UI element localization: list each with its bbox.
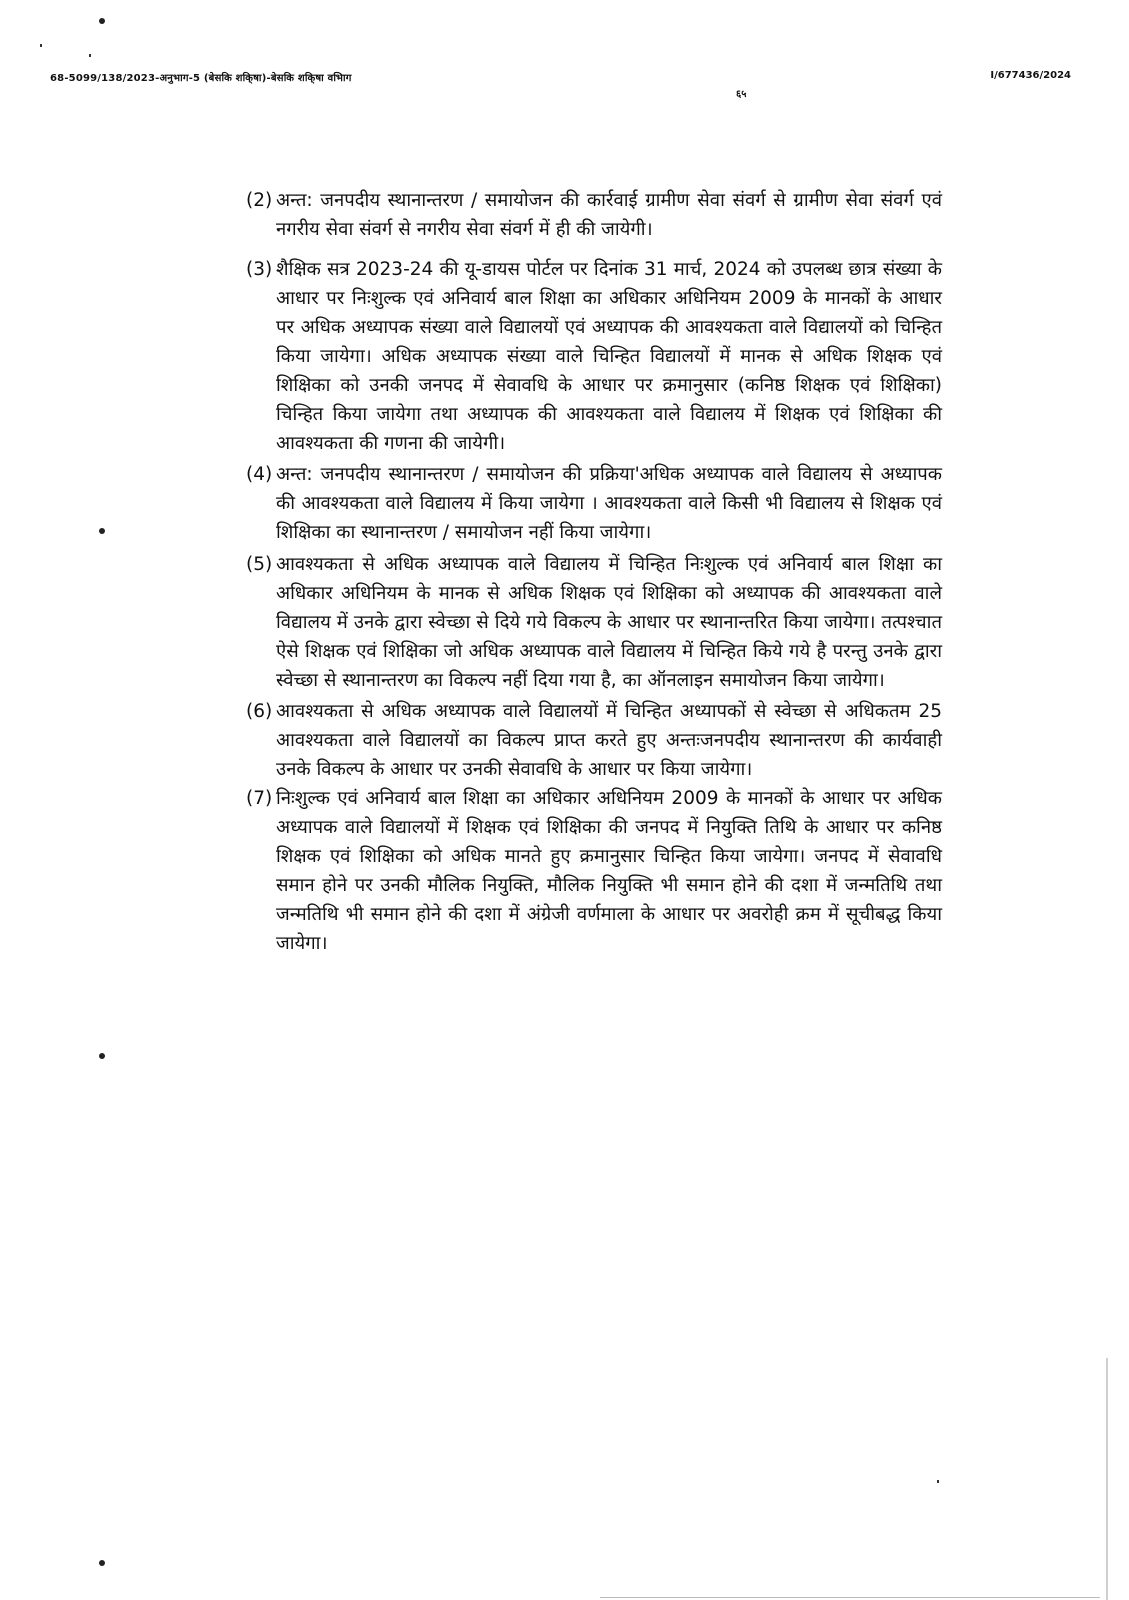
paragraph-4 <box>246 460 942 547</box>
paragraph-5 <box>246 550 942 695</box>
paragraph-number: (5) <box>246 554 273 575</box>
paragraph-7 <box>246 784 942 958</box>
punch-hole-mark <box>99 18 105 24</box>
paragraph-text: अन्त: जनपदीय स्थानान्तरण / समायोजन की प्रक्रिया'अधिक अध्यापक वाले विद्यालय से अध्यापक की आवश्यकता वाले विद्यालय में किया जायेगा । आवश्यकता वाले किसी भी विद्यालय से शिक्षक एवं शिक्षिका का स्थानान्तरण / समायोजन नहीं किया जायेगा। <box>276 464 942 543</box>
document-body <box>246 186 942 958</box>
scan-speck <box>89 54 91 57</box>
scan-edge-line <box>1106 1358 1108 1600</box>
paragraph-text: निःशुल्क एवं अनिवार्य बाल शिक्षा का अधिकार अधिनियम 2009 के मानकों के आधार पर अधिक अध्यापक वाले विद्यालयों में शिक्षक एवं शिक्षिका की जनपद में नियुक्ति तिथि के आधार पर कनिष्ठ शिक्षक एवं शिक्षिका को अधिक मानते हुए क्रमानुसार चिन्हित किया जायेगा। जनपद में सेवावधि समान होने पर उनकी मौलिक नियुक्ति, मौलिक नियुक्ति भी समान होने की दशा में जन्मतिथि तथा जन्मतिथि भी समान होने की दशा में अंग्रेजी वर्णमाला के आधार पर अवरोही क्रम में सूचीबद्ध किया जायेगा। <box>276 788 942 954</box>
file-reference: 68-5099/138/2023-अनुभाग-5 (बेसकि शकि्षा)-बेसकि शकि्षा वभिाग <box>50 73 352 84</box>
paragraph-text: शैक्षिक सत्र 2023-24 की यू-डायस पोर्टल पर दिनांक 31 मार्च, 2024 को उपलब्ध छात्र संख्या के आधार पर निःशुल्क एवं अनिवार्य बाल शिक्षा का अधिकार अधिनियम 2009 के मानकों के आधार पर अधिक अध्यापक संख्या वाले विद्यालयों एवं अध्यापक की आवश्यकता वाले विद्यालयों को चिन्हित किया जायेगा। अधिक अध्यापक संख्या वाले चिन्हित विद्यालयों में मानक से अधिक शिक्षक एवं शिक्षिका को उनकी जनपद में सेवावधि के आधार पर क्रमानुसार (कनिष्ठ शिक्षक एवं शिक्षिका) चिन्हित किया जायेगा तथा अध्यापक की आवश्यकता वाले विद्यालय में शिक्षक एवं शिक्षिका की आवश्यकता की गणना की जायेगी। <box>276 259 942 454</box>
paragraph-number: (4) <box>246 464 273 485</box>
scan-speck <box>937 1480 939 1483</box>
paragraph-number: (7) <box>246 788 273 809</box>
scan-speck <box>40 44 42 47</box>
paragraph-text: आवश्यकता से अधिक अध्यापक वाले विद्यालयों में चिन्हित अध्यापकों से स्वेच्छा से अधिकतम 25 आवश्यकता वाले विद्यालयों का विकल्प प्राप्त करते हुए अन्तःजनपदीय स्थानान्तरण की कार्यवाही उनके विकल्प के आधार पर उनकी सेवावधि के आधार पर किया जायेगा। <box>276 701 942 780</box>
punch-hole-mark <box>99 1053 105 1059</box>
paragraph-number: (2) <box>246 190 273 211</box>
page-mark: ६५ <box>736 89 747 100</box>
paragraph-3 <box>246 255 942 458</box>
receipt-number: I/677436/2024 <box>990 70 1071 81</box>
paragraph-text: अन्त: जनपदीय स्थानान्तरण / समायोजन की कार्रवाई ग्रामीण सेवा संवर्ग से ग्रामीण सेवा संवर्ग एवं नगरीय सेवा संवर्ग से नगरीय सेवा संवर्ग में ही की जायेगी। <box>276 190 942 240</box>
paragraph-number: (3) <box>246 259 273 280</box>
paragraph-6 <box>246 697 942 784</box>
paragraph-text: आवश्यकता से अधिक अध्यापक वाले विद्यालय में चिन्हित निःशुल्क एवं अनिवार्य बाल शिक्षा का अधिकार अधिनियम के मानक से अधिक शिक्षक एवं शिक्षिका को अध्यापक की आवश्यकता वाले विद्यालय में उनके द्वारा स्वेच्छा से दिये गये विकल्प के आधार पर स्थानान्तरित किया जायेगा। तत्पश्चात ऐसे शिक्षक एवं शिक्षिका जो अधिक अध्यापक वाले विद्यालय में चिन्हित किये गये है परन्तु उनके द्वारा स्वेच्छा से स्थानान्तरण का विकल्प नहीं दिया गया है, का ऑनलाइन समायोजन किया जायेगा। <box>276 554 942 691</box>
punch-hole-mark <box>99 528 105 534</box>
paragraph-2 <box>246 186 942 244</box>
punch-hole-mark <box>99 1560 105 1566</box>
scan-bottom-line <box>600 1597 1100 1598</box>
paragraph-number: (6) <box>246 701 273 722</box>
